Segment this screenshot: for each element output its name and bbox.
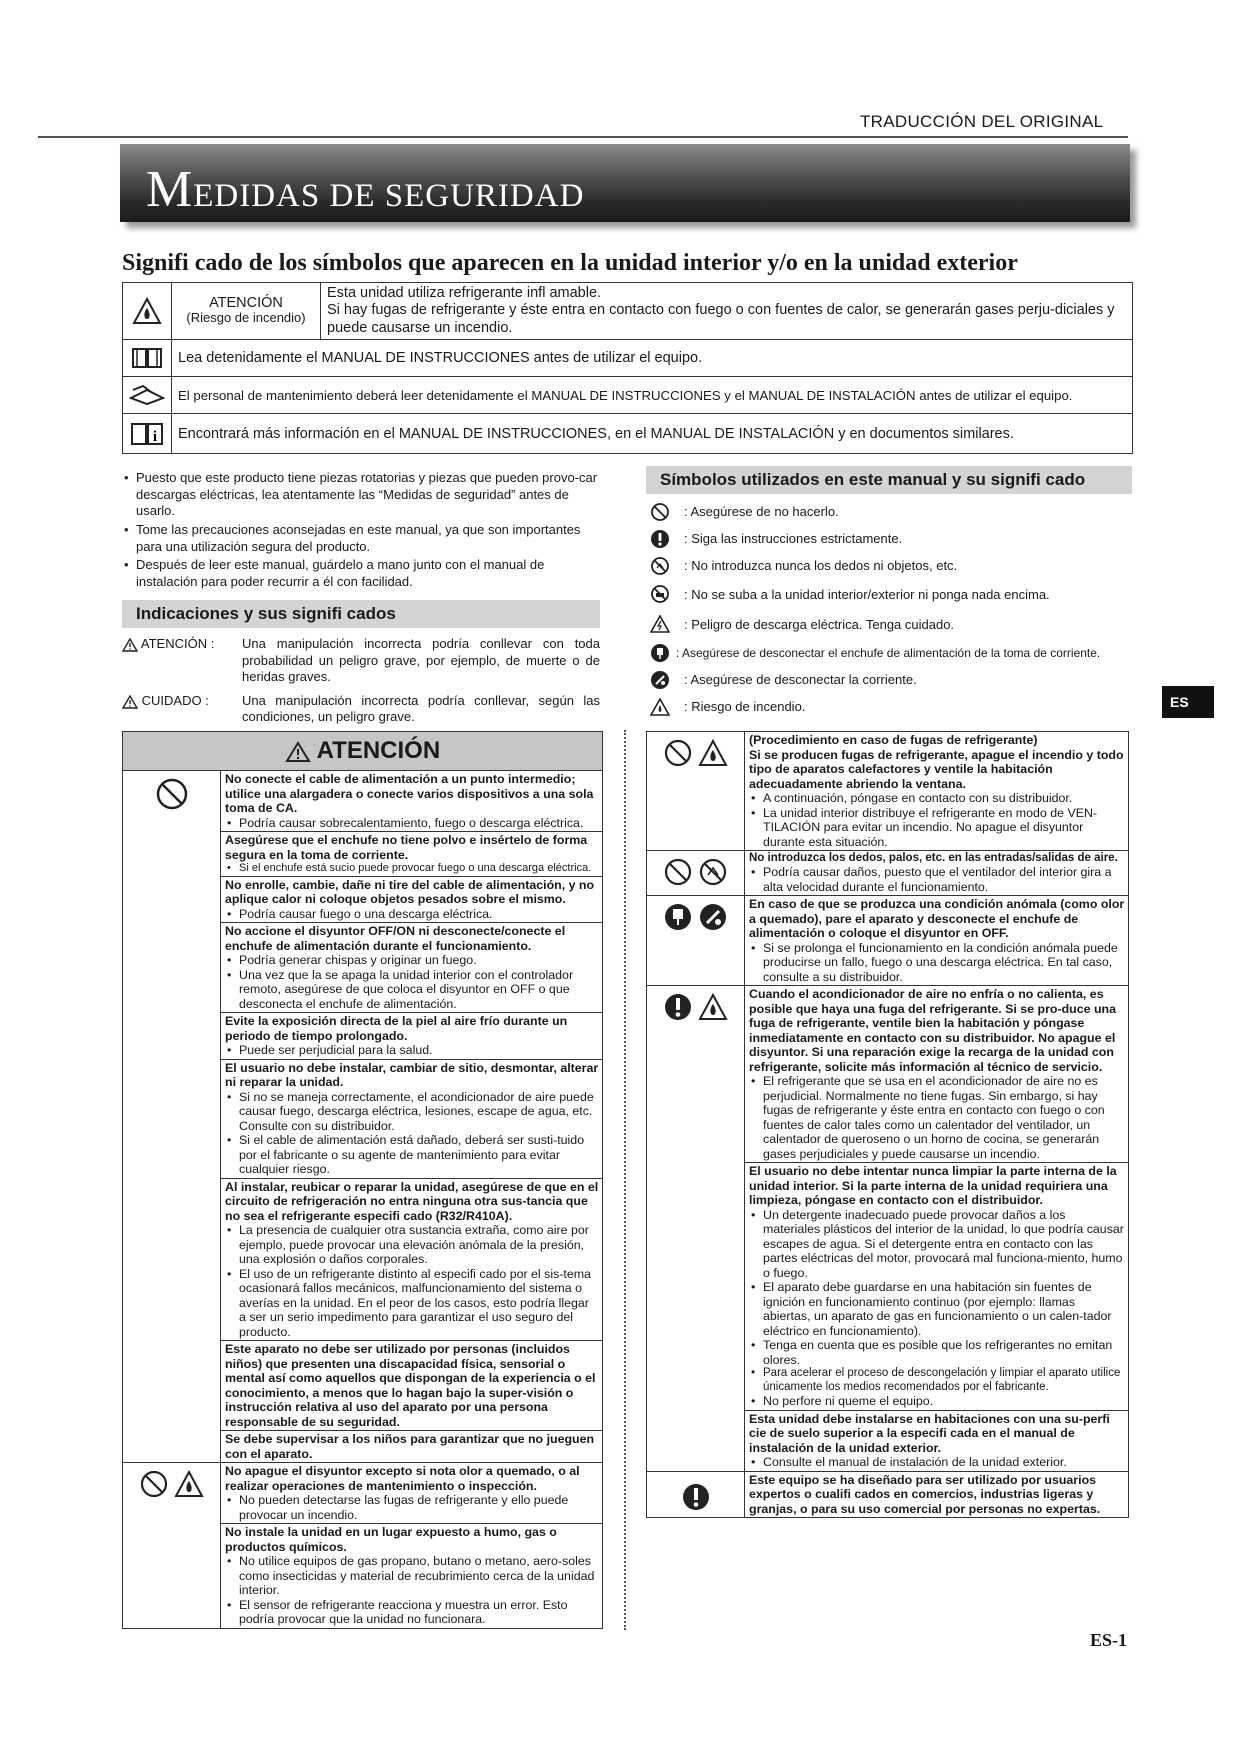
info-row-text: Encontrará más información en el MANUAL DE INSTRUCCIONES, en el MANUAL DE INSTALACIÓN y en documentos similares. [172,414,1133,454]
title-initial: M [146,161,194,218]
symbols-heading: Signifi cado de los símbolos que aparecen en la unidad interior y/o en la unidad exterior [122,250,1018,276]
page-title [146,160,584,219]
manual-symbols-heading: Símbolos utilizados en este manual y su signifi cado [646,466,1132,494]
warning-block: Asegúrese que el enchufe no tiene polvo e insértelo de forma segura en la toma de corriente. • Si el enchufe está sucio puede provocar fuego o una descarga eléctrica. [221,832,603,877]
unplug-icon [663,902,693,932]
warning-title: ATENCIÓN [316,737,441,764]
warning-block: Este aparato no debe ser utilizado por personas (incluidos niños) que presenten una discapacidad física, sensorial o mental así como aquellos que dispongan de la experiencia o el conocimiento, a menos que lo hagan bajo la super-visión o instrucción relativa al uso del aparato por una persona responsable de su seguridad. [221,1341,603,1431]
warning-block: Al instalar, reubicar o reparar la unidad, asegúrese de que en el circuito de refrigeración no entra ninguna otra sus-tancia que no sea el refrigerante especifi cado (R32/R410A). • La presencia de cualquier otra sustancia extraña, como aire por ejemplo, puede provocar una elevación anómala de la presión, una explosión o daños corporales. • El uso de un refrigerante distinto al especifi cado por el sis-tema ocasionará fallos mecánicos, malfuncionamiento del sistema o averías en la unidad. En el peor de los casos, esto podría llegar a ser un serio impedimento para garantizar el uso seguro del producto. [221,1178,603,1341]
warning-block: Se debe supervisar a los niños para garantizar que no jueguen con el aparato. [221,1431,603,1463]
page-number: ES-1 [1090,1630,1128,1650]
fire-risk-icon [698,739,728,767]
list-item: • Después de leer este manual, guárdelo a mano junto con el manual de instalación para poder recurrir a él con facilidad. [122,557,600,590]
mandatory-icon [663,992,693,1022]
prohibited-icon [663,857,693,887]
title-rest: EDIDAS DE SEGURIDAD [193,178,585,214]
warning-triangle-icon [285,741,311,763]
list-item: • Puede ser perjudicial para la salud. [225,1043,599,1058]
warning-block: En caso de que se produzca una condición anómala (como olor a quemado), pare el aparato y desconecte el enchufe de alimentación o coloque el disyuntor en OFF. • Si se prolonga el funcionamiento en la condición anómala puede producirse un fallo, fuego o una descarga eléctrica. En tal caso, consulte a su distribuidor. [745,896,1129,986]
open-manual-icon [131,346,163,370]
warning-block: El usuario no debe instalar, cambiar de sitio, desmontar, alterar ni reparar la unidad. • Si no se maneja correctamente, el acondicionador de aire puede causar fuego, descarga eléctrica, lesiones, escape de agua, etc. Consulte con su distribuidor. • Si el cable de alimentación está dañado, deberá ser susti-tuido por el fabricante o su agente de mantenimiento para evitar cualquier riesgo. [221,1059,603,1178]
warning-sublabel: (Riesgo de incendio) [186,310,306,326]
warning-block: El usuario no debe intentar nunca limpiar la parte interna de la unidad interior. Si la parte interna de la unidad requiriera una limpieza, póngase en contacto con el distribuidor. • Un detergente inadecuado puede provocar daños a los materiales plásticos del interior de la unidad, lo que podría causar escapes de agua. Si el detergente entra en contacto con las partes eléctricas del motor, provocará mal funciona-miento, humo o fuego. • El aparato debe guardarse en una habitación sin fuentes de ignición en funcionamiento continuo (por ejemplo: llamas abiertas, un aparato de gas en funcionamiento o un calen-tador eléctrico en funcionamiento). • Tenga en cuenta que es posible que los refrigerantes no emitan olores. • Para acelerar el proceso de descongelación y limpiar el aparato utilice únicamente los medios recomendados por el fabricante. • No perfore ni queme el equipo. [745,1163,1129,1410]
service-row-text: El personal de mantenimiento deberá leer detenidamente el MANUAL DE INSTRUCCIONES y el MANUAL DE INSTALACIÓN antes de utilizar el equipo. [172,377,1133,414]
warning-label-cell [172,283,321,340]
column-divider [624,730,626,1630]
warning-block: No accione el disyuntor OFF/ON ni desconecte/conecte el enchufe de alimentación durante el funcionamiento. • Podría generar chispas y originar un fuego. • Una vez que la se apaga la unidad interior con el controlador remoto, asegúrese de que coloca el disyuntor en OFF o que desconecta el enchufe de alimentación. [221,923,603,1013]
warning-block: Cuando el acondicionador de aire no enfría o no calienta, es posible que haya una fuga del refrigerante. Si se pro-duce una fuga de refrigerante, ventile bien la habitación y póngase inmediatamente en contacto con su distribuidor. No apague el disyuntor. Si una reparación exige la recarga de la unidad con refrigerante, solicite más información al técnico de servicio. • El refrigerante que se usa en el acondicionador de aire no es perjudicial. Normalmente no tiene fugas. Sin embargo, si hay fugas de refrigerante y éste entra en contacto con fuego o con fuentes de calor tales como un calentador del ventilador, un calentador de queroseno o un horno de cocina, se generarán gases perjudiciales y puede causarse un incendio. [745,986,1129,1163]
list-item: : Asegúrese de desconectar el enchufe de alimentación de la toma de corriente. [646,639,1132,666]
warning-block: No enrolle, cambie, dañe ni tire del cable de alimentación, y no aplique calor ni coloque objetos pesados sobre el mismo. • Podría causar fuego o una descarga eléctrica. [221,876,603,923]
warning-block: No conecte el cable de alimentación a un punto intermedio; utilice una alargadera o conecte varios dispositivos a una sola toma de CA. • Podría causar sobrecalentamiento, fuego o descarga eléctrica. [221,771,603,832]
warning-block: (Procedimiento en caso de fugas de refrigerante) Si se producen fugas de refrigerante, apague el incendio y todo tipo de aparatos calefactores y ventile la habitación adecuadamente abriendo la ventana. • A continuación, póngase en contacto con su distribuidor. • La unidad interior distribuye el refrigerante en modo de VEN-TILACIÓN para evitar un incendio. No apague el disyuntor durante esta situación. [745,732,1129,851]
warning-block: Esta unidad debe instalarse en habitaciones con una su-perfi cie de suelo superior a la especifi cada en el manual de instalación de la unidad exterior. • Consulte el manual de instalación de la unidad exterior. [745,1410,1129,1471]
indication-cuidado [122,693,600,726]
list-item: : Peligro de descarga eléctrica. Tenga cuidado. [646,609,1132,639]
list-item: • Tenga en cuenta que es posible que los refrigerantes no emitan olores. [749,1338,1125,1367]
list-item: • No utilice equipos de gas propano, butano o metano, aero-soles como insecticidas y material de recubrimiento cerca de la unidad interior. [225,1554,599,1598]
cuidado-key: CUIDADO : [141,693,209,709]
list-item: : Riesgo de incendio. [646,693,1132,720]
prohibited-icon [650,502,670,522]
intro-section [122,470,600,726]
left-warning-table [122,731,603,1629]
electric-shock-icon [650,615,670,633]
warning-triangle-icon [122,638,138,652]
warning-block: Evite la exposición directa de la piel al aire frío durante un periodo de tiempo prolongado. • Puede ser perjudicial para la salud. [221,1013,603,1060]
list-item: • Puesto que este producto tiene piezas rotatorias y piezas que pueden provo-car descargas eléctricas, lea atentamente las “Medidas de seguridad” antes de usarlo. [122,470,600,520]
manual-row-text: Lea detenidamente el MANUAL DE INSTRUCCIONES antes de utilizar el equipo. [172,340,1133,377]
warning-text: Esta unidad utiliza refrigerante infl amable. Si hay fugas de refrigerante y éste entra en contacto con fuego o con fuentes de calor, se generarán gases perju-diciales y puede causarse un incendio. [321,283,1133,340]
warning-block: No introduzca los dedos, palos, etc. en las entradas/salidas de aire. • Podría causar daños, puesto que el ventilador del interior gira a alta velocidad durante el funcionamiento. [745,851,1129,896]
intro-bullets [122,470,600,590]
caution-triangle-icon [122,695,138,709]
no-step-icon [650,584,670,604]
list-item: • Si el enchufe está sucio puede provocar fuego o una descarga eléctrica. [225,862,599,875]
manual-symbols-section [646,466,1132,720]
right-warning-table [646,731,1129,1518]
svg-text:i: i [152,428,158,445]
list-item: • El uso de un refrigerante distinto al especifi cado por el sis-tema ocasionará fallos mecánicos, malfuncionamiento del sistema o averías en la unidad. En el peor de los casos, esto podría llegar a ser un serio impedimento para garantizar el uso seguro del producto. [225,1267,599,1340]
header-rule [38,136,1128,138]
list-item: • Podría causar fuego o una descarga eléctrica. [225,907,599,922]
list-item: • A continuación, póngase en contacto con su distribuidor. [749,791,1125,806]
unplug-icon [650,643,670,663]
info-manual-icon [130,421,164,447]
warning-block: No instale la unidad en un lugar expuesto a humo, gas o productos químicos. • No utilice equipos de gas propano, butano o metano, aero-soles como insecticidas y material de recubrimiento cerca de la unidad interior. • El sensor de refrigerante reacciona y muestra un error. Esto podría provocar que la unidad no funcionara. [221,1524,603,1629]
list-item: • Para acelerar el proceso de descongelación y limpiar el aparato utilice únicamente los medios recomendados por el fabricante. [749,1367,1125,1394]
service-manual-icon [129,384,165,406]
disconnect-power-icon [698,902,728,932]
list-item: • No perfore ni queme el equipo. [749,1394,1125,1409]
list-item: • No pueden detectarse las fugas de refrigerante y ello puede provocar un incendio. [225,1493,599,1522]
cuidado-text: Una manipulación incorrecta podría conllevar, según las condiciones, un peligro grave. [242,693,600,725]
fire-warning-icon-cell [123,283,172,340]
warning-block: No apague el disyuntor excepto si nota olor a quemado, o al realizar operaciones de mantenimiento o inspección. • No pueden detectarse las fugas de refrigerante y ello puede provocar un incendio. [221,1463,603,1524]
fire-risk-icon [174,1470,204,1498]
list-item: • Un detergente inadecuado puede provocar daños a los materiales plásticos del interior de la unidad, lo que podría causar escapes de agua. Si el detergente entra en contacto con las partes eléctricas del motor, provocará mal funciona-miento, humo o fuego. [749,1208,1125,1281]
list-item: • Una vez que la se apaga la unidad interior con el controlador remoto, asegúrese de que coloca el disyuntor en OFF o que desconecta el enchufe de alimentación. [225,968,599,1012]
list-item: • Podría generar chispas y originar un fuego. [225,953,599,968]
disconnect-power-icon [650,670,670,690]
atencion-text: Una manipulación incorrecta podría conllevar con toda probabilidad un peligro grave, por ejemplo, de muerte o de heridas graves. [242,636,600,684]
list-item: • Podría causar sobrecalentamiento, fuego o descarga eléctrica. [225,816,599,831]
atencion-key: ATENCIÓN : [140,636,215,652]
list-item: • Podría causar daños, puesto que el ventilador del interior gira a alta velocidad durante el funcionamiento. [749,865,1125,894]
list-item: • La unidad interior distribuye el refrigerante en modo de VEN-TILACIÓN para evitar un incendio. No apague el disyuntor durante esta situación. [749,806,1125,850]
fire-warning-icon [132,297,162,325]
indication-atencion [122,636,600,685]
list-item: : Siga las instrucciones estrictamente. [646,525,1132,552]
list-item: : No introduzca nunca los dedos ni objetos, etc. [646,552,1132,579]
list-item: • El refrigerante que se usa en el acondicionador de aire no es perjudicial. Normalmente no tiene fugas. Sin embargo, si hay fugas de refrigerante y éste entra en contacto con fuego o con fuentes de calor tales como un calentador del ventilador, un calentador de queroseno o un horno de cocina, se generarán gases perjudiciales y puede causarse un incendio. [749,1074,1125,1161]
mandatory-icon [681,1482,711,1512]
list-item: • Consulte el manual de instalación de la unidad exterior. [749,1455,1125,1470]
warning-label: ATENCIÓN [209,294,283,311]
translation-note: TRADUCCIÓN DEL ORIGINAL [860,112,1104,131]
no-fingers-icon [698,857,728,887]
fire-risk-icon [698,993,728,1021]
prohibited-icon [155,777,189,811]
mandatory-icon [650,529,670,549]
list-item: • Si el cable de alimentación está dañado, deberá ser susti-tuido por el fabricante o su agente de mantenimiento para evitar cualquier riesgo. [225,1133,599,1177]
list-item: : No se suba a la unidad interior/exterior ni ponga nada encima. [646,579,1132,609]
symbols-table [122,282,1133,454]
warning-block: Este equipo se ha diseñado para ser utilizado por usuarios expertos o cualifi cados en comercios, industrias ligeras y granjas, o para su uso comercial por personas no expertas. [745,1471,1129,1518]
list-item: • Tome las precauciones aconsejadas en este manual, ya que son importantes para una utilización segura del producto. [122,522,600,555]
list-item: • El aparato debe guardarse en una habitación sin fuentes de ignición en funcionamiento continuo (por ejemplo: llamas abiertas, un aparato de gas en funcionamiento o un calen-tador eléctrico en funcionamiento). [749,1280,1125,1338]
list-item: • La presencia de cualquier otra sustancia extraña, como aire por ejemplo, puede provocar una elevación anómala de la presión, una explosión o daños corporales. [225,1223,599,1267]
list-item: • Si se prolonga el funcionamiento en la condición anómala puede producirse un fallo, fuego o una descarga eléctrica. En tal caso, consulte a su distribuidor. [749,941,1125,985]
warning-title-cell [123,732,603,771]
list-item: • Si no se maneja correctamente, el acondicionador de aire puede causar fuego, descarga eléctrica, lesiones, escape de agua, etc. Consulte con su distribuidor. [225,1090,599,1134]
prohibited-icon [139,1469,169,1499]
no-fingers-icon [650,556,670,576]
list-item: • El sensor de refrigerante reacciona y muestra un error. Esto podría provocar que la unidad no funcionara. [225,1598,599,1627]
fire-risk-icon [650,698,670,716]
prohibited-icon [663,738,693,768]
list-item: : Asegúrese de desconectar la corriente. [646,666,1132,693]
language-tab: ES [1162,686,1214,718]
list-item: : Asegúrese de no hacerlo. [646,498,1132,525]
indications-heading: Indicaciones y sus signifi cados [122,600,600,628]
